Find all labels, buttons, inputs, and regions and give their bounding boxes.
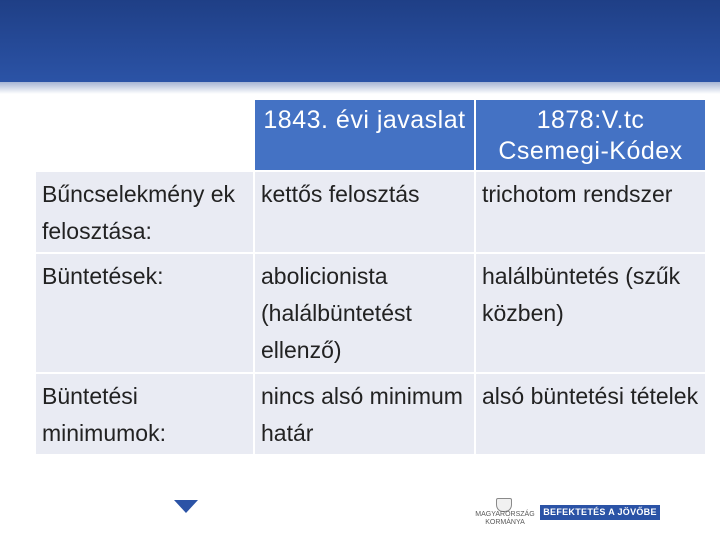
table-row — [36, 373, 706, 454]
cell-1878: halálbüntetés (szűk közben) — [475, 253, 706, 373]
comparison-table — [36, 100, 707, 454]
header-cell-empty — [36, 100, 254, 171]
table-row — [36, 171, 706, 253]
header-cell-csemegi-code: 1878:V.tc Csemegi-Kódex — [475, 100, 706, 171]
footer-banner: BEFEKTETÉS A JÖVŐBE — [540, 505, 660, 520]
header-cell-1843-proposal: 1843. évi javaslat — [254, 100, 475, 171]
cell-1843: abolicionista (halálbüntetést ellenző) — [254, 253, 475, 373]
footer-triangle-icon — [174, 500, 198, 513]
top-title-bar — [0, 0, 720, 82]
cell-1843: nincs alsó minimum határ — [254, 373, 475, 454]
coat-of-arms-icon — [496, 498, 512, 512]
cell-1878: alsó büntetési tételek — [475, 373, 706, 454]
row-label: Büntetések: — [36, 253, 254, 373]
row-label: Büntetési minimumok: — [36, 373, 254, 454]
government-logo — [470, 498, 540, 532]
government-logo-text: MAGYARORSZÁG KORMÁNYA — [475, 511, 535, 526]
cell-1843: kettős felosztás — [254, 171, 475, 253]
cell-1878: trichotom rendszer — [475, 171, 706, 253]
row-label: Bűncselekmény ek felosztása: — [36, 171, 254, 253]
table-row — [36, 253, 706, 373]
table-header-row — [36, 100, 706, 171]
top-bar-shadow — [0, 82, 720, 94]
